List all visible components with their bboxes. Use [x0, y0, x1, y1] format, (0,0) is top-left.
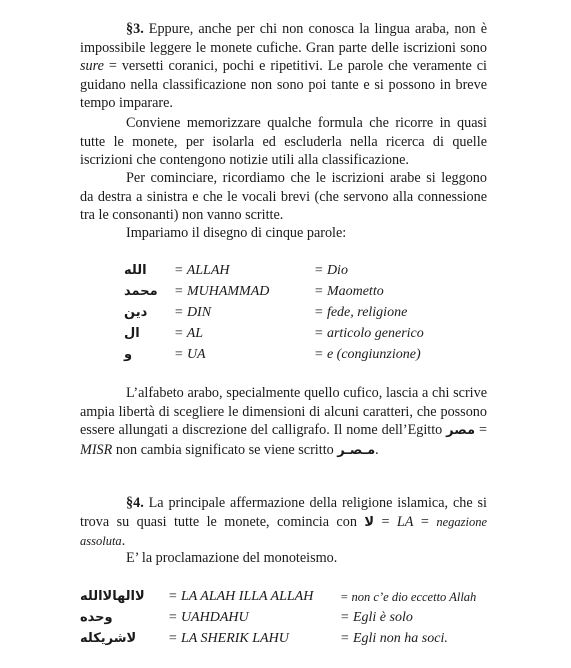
- formula-arabic: لاشريكله: [80, 631, 137, 646]
- alphabet-text-2: =: [475, 422, 487, 439]
- section4-heading: §4.: [126, 495, 144, 511]
- section4-text-4: .: [121, 533, 126, 550]
- section3-paragraph-3: [80, 169, 487, 225]
- formula-translit: = LA SHERIK LAHU: [168, 631, 289, 646]
- section4-p2-text: E’ la proclamazione del monoteismo.: [126, 550, 338, 566]
- word-translit: = UA: [174, 347, 206, 362]
- egypt-arabic: مصر: [446, 423, 476, 439]
- word-arabic: دين: [124, 305, 148, 320]
- section3-p1-text: Eppure, anche per chi non conosca la lingua araba, non è impossibile leggere le monete cufiche. Gran parte delle iscrizioni sono: [80, 21, 487, 56]
- alphabet-paragraph: [80, 384, 487, 460]
- section4-paragraph-2: [80, 549, 487, 568]
- word-arabic: الله: [124, 263, 147, 278]
- word-arabic: و: [124, 347, 133, 362]
- alphabet-text-1: L’alfabeto arabo, specialmente quello cufico, lascia a chi scrive ampia libertà di scegliere le dimensioni di alcuni caratteri, che possono essere allungati a discrezione del calligrafo. Il nome dell’Egitto: [80, 385, 487, 439]
- alphabet-text-4: .: [375, 441, 379, 458]
- section3-paragraph-2: [80, 114, 487, 170]
- word-meaning: = Dio: [314, 263, 348, 278]
- word-meaning: = fede, religione: [314, 305, 408, 320]
- word-translit: = MUHAMMAD: [174, 284, 270, 299]
- la-arabic: لا: [364, 514, 375, 530]
- formula-translit: = LA ALAH ILLA ALLAH: [168, 589, 314, 604]
- section3-paragraph-4: [80, 224, 487, 243]
- formula-arabic: وحده: [80, 610, 113, 625]
- section4-text-3: =: [413, 513, 437, 530]
- formula-translit: = UAHDAHU: [168, 610, 249, 625]
- section4-paragraph-1: [80, 494, 487, 551]
- formula-meaning: = Egli è solo: [340, 610, 413, 625]
- word-meaning: = e (congiunzione): [314, 347, 421, 362]
- formula-meaning: = Egli non ha soci.: [340, 631, 448, 646]
- section3-p4-text: Impariamo il disegno di cinque parole:: [126, 225, 347, 241]
- word-meaning: = Maometto: [314, 284, 384, 299]
- word-meaning: = articolo generico: [314, 326, 424, 341]
- section4-text-2: =: [374, 513, 397, 530]
- section3-p3-text: Per cominciare, ricordiamo che le iscrizioni arabe si leggono da destra a sinistra e che le vocali brevi (che servono alla connessione tra le consonanti) non vanno scritte.: [80, 170, 487, 224]
- section3-p1-italic: sure: [80, 58, 104, 75]
- misr-italic: MISR: [80, 441, 113, 458]
- formula-arabic: لاالهالاالله: [80, 589, 145, 604]
- section3-p2-text: Conviene memorizzare qualche formula che ricorre in quasi tutte le monete, per isolarla ed escluderla nella ricerca di quelle iscrizioni che contengono notizie utili alla classificazione.: [80, 115, 487, 169]
- la-italic: LA: [396, 513, 414, 530]
- word-arabic: محمد: [124, 284, 158, 299]
- section4-text-1: La principale affermazione della religione islamica, che si trova su quasi tutte le monete, comincia con: [80, 495, 487, 530]
- word-arabic: ال: [124, 326, 140, 341]
- section3-heading: §3.: [126, 21, 144, 37]
- section3-paragraph-1: [80, 20, 487, 113]
- word-translit: = ALLAH: [174, 263, 230, 278]
- section3-p1-rest: = versetti coranici, pochi e ripetitivi. Le parole che veramente ci guidano nella classificazione non sono poi tante e si possono in breve tempo imparare.: [80, 58, 487, 112]
- alphabet-text-3: non cambia significato se viene scritto: [112, 441, 338, 458]
- word-translit: = AL: [174, 326, 204, 341]
- formula-meaning: = non c’e dio eccetto Allah: [340, 590, 477, 604]
- word-translit: = DIN: [174, 305, 212, 320]
- negation-italic: negazione assoluta: [80, 514, 487, 549]
- egypt-arabic-stretched: مـصـر: [337, 442, 376, 458]
